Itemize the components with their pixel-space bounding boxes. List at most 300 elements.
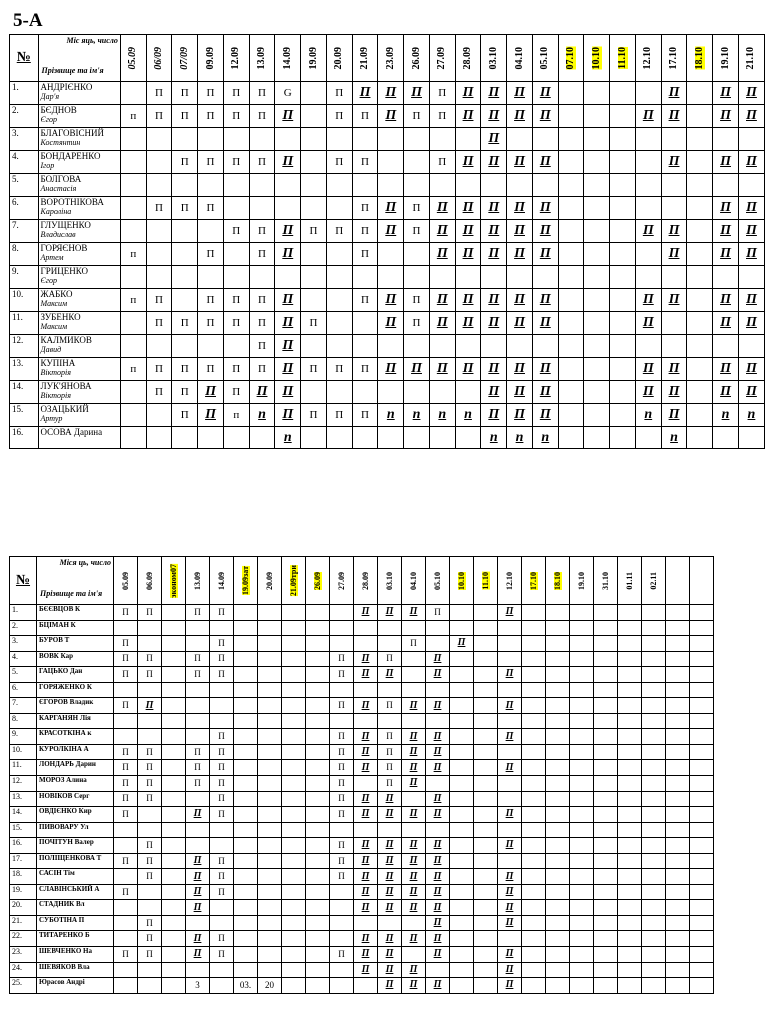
- attendance-mark: П: [498, 900, 522, 916]
- date-label: 06/09: [153, 46, 165, 70]
- attendance-mark: П: [210, 931, 234, 947]
- attendance-mark: [330, 636, 354, 652]
- attendance-mark: [198, 220, 224, 243]
- attendance-mark: [474, 900, 498, 916]
- attendance-mark: [618, 605, 642, 621]
- attendance-mark: [738, 266, 764, 289]
- attendance-mark: П: [378, 220, 404, 243]
- attendance-mark: П: [138, 744, 162, 760]
- attendance-mark: [474, 636, 498, 652]
- attendance-mark: [642, 915, 666, 931]
- student-row: [10, 744, 714, 760]
- attendance-mark: [522, 807, 546, 823]
- attendance-mark: [114, 931, 138, 947]
- student-first-name: Артем: [40, 253, 64, 262]
- column-header-name: [38, 35, 120, 82]
- attendance-mark: П: [481, 312, 507, 335]
- attendance-mark: [642, 620, 666, 636]
- date-label: 20.09: [264, 571, 274, 590]
- attendance-mark: [282, 931, 306, 947]
- attendance-mark: [306, 807, 330, 823]
- attendance-mark: [450, 729, 474, 745]
- attendance-mark: п: [507, 427, 533, 449]
- attendance-mark: [618, 744, 642, 760]
- header-month-date-label: Міся ць, число: [59, 558, 111, 567]
- attendance-mark: [618, 978, 642, 994]
- attendance-mark: [120, 427, 146, 449]
- attendance-mark: [498, 651, 522, 667]
- attendance-mark: [354, 682, 378, 698]
- attendance-mark: [114, 962, 138, 978]
- date-column-header: [690, 557, 714, 605]
- attendance-mark: [594, 760, 618, 776]
- student-name: КУРОЛКІНА А: [37, 744, 114, 760]
- attendance-mark: П: [402, 900, 426, 916]
- attendance-mark: [120, 82, 146, 105]
- date-label: 11.10: [480, 571, 490, 590]
- attendance-mark: [258, 869, 282, 885]
- attendance-mark: [146, 128, 172, 151]
- attendance-mark: [352, 427, 378, 449]
- attendance-mark: [690, 978, 714, 994]
- attendance-mark: [450, 807, 474, 823]
- attendance-mark: П: [330, 947, 354, 963]
- attendance-mark: П: [713, 151, 739, 174]
- attendance-mark: [455, 427, 481, 449]
- attendance-mark: [474, 713, 498, 729]
- attendance-mark: [690, 776, 714, 792]
- attendance-mark: П: [450, 636, 474, 652]
- attendance-mark: П: [138, 791, 162, 807]
- attendance-mark: П: [275, 289, 301, 312]
- attendance-mark: [426, 682, 450, 698]
- student-name: [38, 174, 120, 197]
- attendance-mark: П: [223, 381, 249, 404]
- attendance-mark: [507, 174, 533, 197]
- attendance-mark: [258, 729, 282, 745]
- attendance-mark: [234, 915, 258, 931]
- attendance-mark: [450, 791, 474, 807]
- attendance-mark: П: [455, 289, 481, 312]
- attendance-mark: [546, 869, 570, 885]
- attendance-mark: П: [330, 698, 354, 714]
- date-column-header: [558, 35, 584, 82]
- student-first-name: Давид: [40, 345, 62, 354]
- attendance-mark: [618, 962, 642, 978]
- attendance-mark: [584, 220, 610, 243]
- attendance-mark: [234, 931, 258, 947]
- attendance-mark: П: [426, 807, 450, 823]
- attendance-mark: П: [402, 776, 426, 792]
- attendance-mark: [301, 174, 327, 197]
- attendance-mark: П: [429, 151, 455, 174]
- attendance-mark: П: [402, 636, 426, 652]
- attendance-mark: [162, 822, 186, 838]
- attendance-mark: [558, 358, 584, 381]
- attendance-mark: П: [354, 807, 378, 823]
- attendance-mark: [258, 791, 282, 807]
- attendance-mark: П: [146, 358, 172, 381]
- attendance-mark: [666, 620, 690, 636]
- date-column-header: [378, 557, 402, 605]
- attendance-mark: П: [429, 312, 455, 335]
- date-column-header: [713, 35, 739, 82]
- attendance-mark: [186, 915, 210, 931]
- attendance-mark: [234, 962, 258, 978]
- attendance-mark: [301, 381, 327, 404]
- attendance-mark: П: [635, 220, 661, 243]
- attendance-mark: П: [738, 312, 764, 335]
- attendance-mark: [661, 335, 687, 358]
- attendance-mark: П: [429, 289, 455, 312]
- attendance-mark: [282, 978, 306, 994]
- attendance-mark: [330, 900, 354, 916]
- attendance-mark: П: [532, 358, 558, 381]
- attendance-mark: [642, 682, 666, 698]
- attendance-mark: [210, 962, 234, 978]
- attendance-mark: П: [532, 381, 558, 404]
- attendance-mark: [404, 243, 430, 266]
- attendance-mark: [642, 698, 666, 714]
- attendance-mark: [558, 82, 584, 105]
- attendance-mark: П: [738, 220, 764, 243]
- student-row: [10, 822, 714, 838]
- attendance-mark: П: [426, 760, 450, 776]
- attendance-mark: П: [301, 312, 327, 335]
- date-column-header: [481, 35, 507, 82]
- attendance-mark: [162, 713, 186, 729]
- attendance-mark: [584, 105, 610, 128]
- attendance-mark: [666, 807, 690, 823]
- attendance-mark: [546, 776, 570, 792]
- column-header-number: №: [10, 35, 39, 82]
- attendance-mark: [352, 312, 378, 335]
- attendance-mark: [666, 869, 690, 885]
- attendance-table-second: [9, 556, 714, 994]
- student-surname: БЄДНОВ: [40, 105, 77, 115]
- attendance-mark: [223, 266, 249, 289]
- attendance-mark: [522, 682, 546, 698]
- attendance-mark: [306, 947, 330, 963]
- attendance-mark: [594, 962, 618, 978]
- attendance-mark: П: [426, 915, 450, 931]
- attendance-mark: [138, 900, 162, 916]
- attendance-mark: [642, 884, 666, 900]
- date-label: 03.10: [487, 46, 499, 70]
- attendance-mark: [584, 427, 610, 449]
- attendance-mark: П: [507, 105, 533, 128]
- student-name: ЛОНДАРЬ Дарин: [37, 760, 114, 776]
- attendance-mark: [450, 776, 474, 792]
- attendance-mark: П: [114, 605, 138, 621]
- date-label: 05.09: [127, 46, 139, 70]
- attendance-mark: [306, 962, 330, 978]
- student-name: ОВДІЄНКО Кир: [37, 807, 114, 823]
- row-number: 20.: [10, 900, 37, 916]
- row-number: 23.: [10, 947, 37, 963]
- date-label: 04.10: [408, 571, 418, 590]
- attendance-mark: [522, 884, 546, 900]
- attendance-mark: [661, 197, 687, 220]
- attendance-mark: П: [352, 197, 378, 220]
- attendance-mark: П: [404, 105, 430, 128]
- attendance-mark: [690, 900, 714, 916]
- attendance-mark: [594, 744, 618, 760]
- attendance-mark: [450, 884, 474, 900]
- attendance-mark: [618, 667, 642, 683]
- attendance-mark: П: [275, 404, 301, 427]
- attendance-mark: [594, 900, 618, 916]
- attendance-mark: П: [402, 729, 426, 745]
- attendance-mark: 03.: [234, 978, 258, 994]
- date-label: 20.09: [333, 46, 345, 70]
- attendance-mark: П: [378, 197, 404, 220]
- attendance-mark: П: [481, 220, 507, 243]
- attendance-mark: [584, 404, 610, 427]
- attendance-mark: [234, 636, 258, 652]
- attendance-mark: [330, 822, 354, 838]
- row-number: 11.: [10, 312, 39, 335]
- attendance-mark: [570, 682, 594, 698]
- attendance-mark: [186, 729, 210, 745]
- attendance-mark: П: [210, 807, 234, 823]
- attendance-mark: [584, 289, 610, 312]
- attendance-mark: п: [429, 404, 455, 427]
- attendance-mark: П: [481, 151, 507, 174]
- attendance-mark: п: [120, 289, 146, 312]
- attendance-mark: П: [326, 151, 352, 174]
- attendance-mark: П: [455, 105, 481, 128]
- attendance-mark: [642, 962, 666, 978]
- attendance-mark: П: [354, 667, 378, 683]
- attendance-mark: [162, 744, 186, 760]
- attendance-mark: [498, 744, 522, 760]
- attendance-mark: П: [114, 667, 138, 683]
- attendance-mark: П: [429, 82, 455, 105]
- attendance-mark: [186, 713, 210, 729]
- attendance-mark: [306, 729, 330, 745]
- attendance-mark: П: [186, 807, 210, 823]
- attendance-mark: [687, 197, 713, 220]
- attendance-mark: П: [507, 197, 533, 220]
- student-name: ТИТАРЕНКО Б: [37, 931, 114, 947]
- student-row: [10, 197, 765, 220]
- attendance-mark: [234, 651, 258, 667]
- student-row: [10, 174, 765, 197]
- attendance-mark: [642, 853, 666, 869]
- attendance-mark: [114, 915, 138, 931]
- attendance-mark: [282, 713, 306, 729]
- attendance-mark: [546, 729, 570, 745]
- date-label: 09.09: [204, 46, 216, 70]
- attendance-mark: П: [354, 791, 378, 807]
- attendance-mark: [455, 128, 481, 151]
- date-column-header: [738, 35, 764, 82]
- attendance-mark: [546, 636, 570, 652]
- attendance-mark: [666, 962, 690, 978]
- attendance-mark: П: [713, 220, 739, 243]
- attendance-mark: [146, 266, 172, 289]
- attendance-mark: П: [378, 947, 402, 963]
- attendance-mark: [120, 266, 146, 289]
- attendance-mark: [301, 289, 327, 312]
- attendance-mark: [635, 197, 661, 220]
- attendance-mark: [146, 404, 172, 427]
- attendance-mark: П: [378, 667, 402, 683]
- row-number: 4.: [10, 651, 37, 667]
- attendance-mark: [570, 636, 594, 652]
- student-row: [10, 931, 714, 947]
- attendance-mark: П: [330, 776, 354, 792]
- attendance-mark: [522, 651, 546, 667]
- attendance-mark: [690, 651, 714, 667]
- attendance-mark: [522, 776, 546, 792]
- attendance-mark: [687, 128, 713, 151]
- attendance-mark: П: [138, 698, 162, 714]
- attendance-mark: [661, 174, 687, 197]
- student-name: [38, 358, 120, 381]
- attendance-mark: [713, 266, 739, 289]
- attendance-mark: П: [301, 404, 327, 427]
- student-row: [10, 713, 714, 729]
- attendance-mark: [594, 807, 618, 823]
- attendance-mark: П: [114, 651, 138, 667]
- attendance-mark: [282, 900, 306, 916]
- attendance-mark: П: [326, 82, 352, 105]
- attendance-mark: П: [326, 220, 352, 243]
- attendance-mark: [594, 698, 618, 714]
- student-row: [10, 729, 714, 745]
- attendance-mark: [138, 962, 162, 978]
- attendance-mark: [584, 243, 610, 266]
- attendance-mark: [546, 620, 570, 636]
- attendance-mark: [275, 174, 301, 197]
- attendance-mark: П: [378, 884, 402, 900]
- attendance-mark: П: [114, 636, 138, 652]
- date-label: 10.10: [456, 571, 466, 590]
- attendance-mark: [429, 381, 455, 404]
- student-row: [10, 962, 714, 978]
- student-row: [10, 651, 714, 667]
- attendance-mark: П: [146, 381, 172, 404]
- attendance-mark: [687, 381, 713, 404]
- attendance-mark: [642, 651, 666, 667]
- date-label: 13.09: [256, 46, 268, 70]
- attendance-mark: [404, 151, 430, 174]
- attendance-mark: [326, 266, 352, 289]
- attendance-mark: [666, 931, 690, 947]
- attendance-mark: [558, 427, 584, 449]
- student-surname: ОСОВА Дарина: [40, 427, 103, 437]
- header-name-label: Прізвище та ім'я: [40, 589, 103, 599]
- attendance-mark: п: [635, 404, 661, 427]
- attendance-mark: [378, 151, 404, 174]
- attendance-mark: [275, 197, 301, 220]
- attendance-mark: [507, 128, 533, 151]
- attendance-mark: П: [114, 744, 138, 760]
- date-column-header: [642, 557, 666, 605]
- attendance-mark: [162, 884, 186, 900]
- attendance-mark: п: [481, 427, 507, 449]
- attendance-mark: [594, 682, 618, 698]
- attendance-mark: П: [210, 853, 234, 869]
- attendance-mark: П: [249, 312, 275, 335]
- attendance-mark: [223, 335, 249, 358]
- attendance-mark: П: [275, 335, 301, 358]
- attendance-mark: [198, 128, 224, 151]
- row-number: 14.: [10, 807, 37, 823]
- attendance-mark: [610, 427, 636, 449]
- student-name: [38, 404, 120, 427]
- date-label: 19.10: [719, 46, 731, 70]
- attendance-mark: [690, 947, 714, 963]
- date-column-header: [426, 557, 450, 605]
- attendance-mark: [594, 822, 618, 838]
- row-number: 3.: [10, 636, 37, 652]
- attendance-mark: [172, 220, 198, 243]
- attendance-mark: П: [426, 729, 450, 745]
- date-column-header: [498, 557, 522, 605]
- attendance-mark: [210, 900, 234, 916]
- attendance-mark: П: [402, 838, 426, 854]
- attendance-mark: П: [498, 869, 522, 885]
- attendance-mark: [352, 174, 378, 197]
- attendance-mark: П: [429, 358, 455, 381]
- student-name: [38, 128, 120, 151]
- attendance-mark: [450, 605, 474, 621]
- attendance-mark: [474, 915, 498, 931]
- attendance-mark: [522, 931, 546, 947]
- attendance-mark: [474, 853, 498, 869]
- attendance-mark: П: [210, 651, 234, 667]
- attendance-mark: [570, 869, 594, 885]
- row-number: 7.: [10, 698, 37, 714]
- attendance-mark: [234, 698, 258, 714]
- attendance-mark: [146, 427, 172, 449]
- attendance-mark: [234, 822, 258, 838]
- attendance-mark: [507, 335, 533, 358]
- attendance-mark: [306, 776, 330, 792]
- attendance-mark: [713, 128, 739, 151]
- student-first-name: Артур: [40, 414, 63, 423]
- attendance-mark: П: [378, 760, 402, 776]
- attendance-mark: [326, 174, 352, 197]
- attendance-mark: [474, 884, 498, 900]
- attendance-mark: [584, 151, 610, 174]
- attendance-mark: П: [455, 82, 481, 105]
- attendance-mark: П: [498, 698, 522, 714]
- attendance-mark: П: [172, 197, 198, 220]
- attendance-mark: [546, 791, 570, 807]
- attendance-mark: П: [378, 853, 402, 869]
- attendance-mark: П: [186, 776, 210, 792]
- attendance-mark: [258, 947, 282, 963]
- attendance-mark: П: [378, 791, 402, 807]
- attendance-mark: П: [378, 289, 404, 312]
- date-column-header: [326, 35, 352, 82]
- student-name: [38, 266, 120, 289]
- attendance-mark: [146, 174, 172, 197]
- attendance-mark: [162, 682, 186, 698]
- attendance-mark: [546, 682, 570, 698]
- row-number: 15.: [10, 822, 37, 838]
- student-surname: КУПІНА: [40, 358, 76, 368]
- attendance-mark: [306, 744, 330, 760]
- attendance-mark: [594, 729, 618, 745]
- attendance-mark: [223, 174, 249, 197]
- date-label: 12.10: [642, 46, 654, 70]
- attendance-mark: [570, 962, 594, 978]
